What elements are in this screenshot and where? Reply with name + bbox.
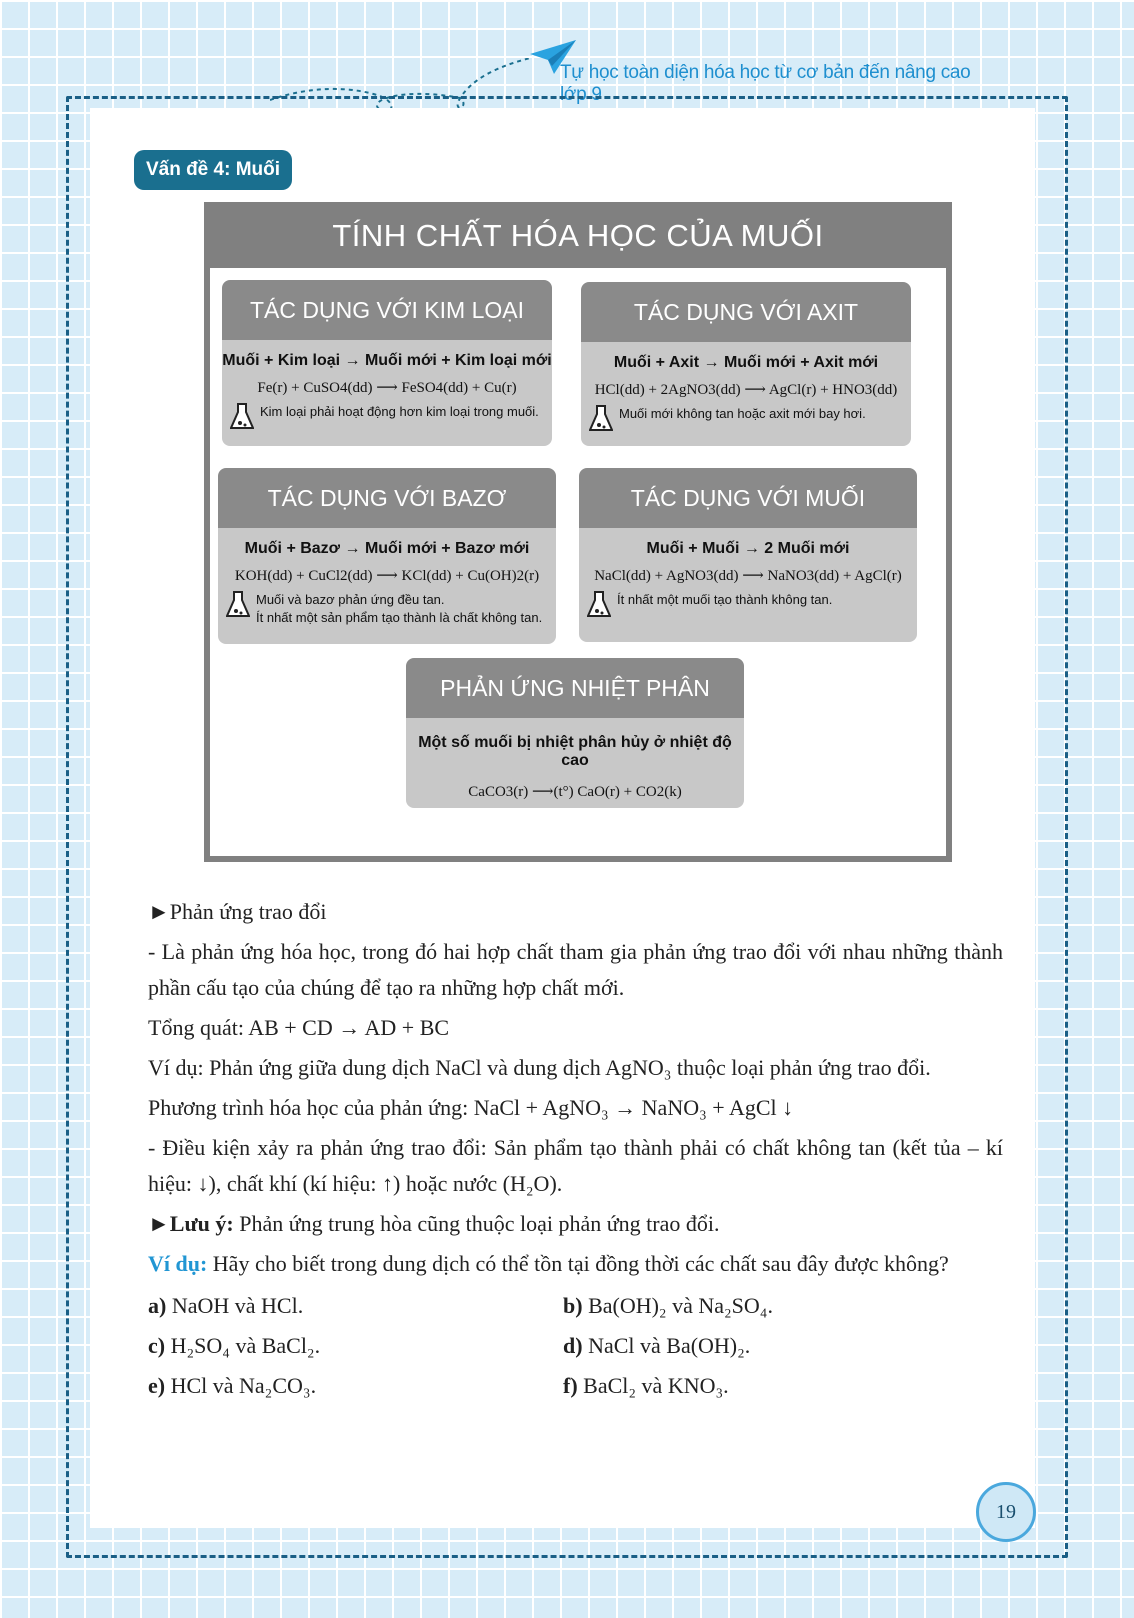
infographic-title: TÍNH CHẤT HÓA HỌC CỦA MUỐI — [332, 218, 824, 253]
box-heading: TÁC DỤNG VỚI AXIT — [581, 282, 911, 342]
box-note — [230, 403, 552, 431]
option-d: d) NaCl và Ba(OH)₂. — [563, 1333, 751, 1358]
box-metal — [222, 280, 552, 446]
box-equation: Fe(r) + CuSO4(dd) ⟶ FeSO4(dd) + Cu(r) — [257, 380, 517, 396]
option-a: a) NaOH và HCl. — [148, 1293, 304, 1318]
note-text: Phản ứng trung hòa cũng thuộc loại phản ứng trao đổi. — [233, 1211, 720, 1236]
box-heading: TÁC DỤNG VỚI BAZƠ — [218, 468, 556, 528]
box-thermal — [406, 658, 744, 808]
box-rule: Muối + Bazơ → Muối mới + Bazơ mới — [244, 540, 530, 557]
box-note — [226, 591, 556, 627]
note-paragraph — [148, 1206, 1003, 1242]
paragraph: - Điều kiện xảy ra phản ứng trao đổi: Sản phẩm tạo thành phải có chất không tan (kết tủa – kí hiệu: ↓), chất khí (kí hiệu: ↑) hoặc nước (H₂O). — [148, 1135, 1003, 1196]
note-line: Ít nhất một muối tạo thành không tan. — [617, 592, 833, 607]
flask-icon — [226, 591, 250, 619]
example-label: Ví dụ: — [148, 1251, 208, 1276]
box-rule: Muối + Muối → 2 Muối mới — [646, 540, 850, 557]
option-row — [148, 1328, 1003, 1364]
box-salt — [579, 468, 917, 642]
option-f: f) BaCl₂ và KNO₃. — [563, 1373, 729, 1398]
main-text — [148, 894, 1003, 1404]
flask-icon — [587, 591, 611, 619]
flask-icon — [230, 403, 254, 431]
box-rule: Muối + Kim loại → Muối mới + Kim loại mới — [222, 352, 552, 369]
page-number: 19 — [976, 1482, 1036, 1542]
box-note — [587, 591, 917, 619]
option-b: b) Ba(OH)₂ và Na₂SO₄. — [563, 1293, 773, 1318]
paragraph: Ví dụ: Phản ứng giữa dung dịch NaCl và dung dịch AgNO₃ thuộc loại phản ứng trao đổi. — [148, 1055, 931, 1080]
box-heading: TÁC DỤNG VỚI KIM LOẠI — [222, 280, 552, 340]
box-rule: Một số muối bị nhiệt phân hủy ở nhiệt độ cao — [418, 734, 732, 769]
example-paragraph — [148, 1246, 1003, 1282]
option-row — [148, 1368, 1003, 1404]
box-equation: HCl(dd) + 2AgNO3(dd) ⟶ AgCl(r) + HNO3(dd) — [594, 382, 898, 398]
box-base — [218, 468, 556, 644]
book-title: Tự học toàn diện hóa học từ cơ bản đến nâng cao lớp 9 — [560, 62, 971, 105]
box-rule: Muối + Axit → Muối mới + Axit mới — [613, 354, 879, 371]
paragraph: - Là phản ứng hóa học, trong đó hai hợp chất tham gia phản ứng trao đổi với nhau những thành phần cấu tạo của chúng để tạo ra những hợp chất mới. — [148, 939, 1003, 1000]
box-note — [589, 405, 911, 433]
box-equation: KOH(dd) + CuCl2(dd) ⟶ KCl(dd) + Cu(OH)2(r) — [234, 568, 540, 584]
option-e: e) HCl và Na₂CO₃. — [148, 1373, 317, 1398]
infographic — [204, 202, 952, 862]
paragraph: ►Phản ứng trao đổi — [148, 899, 327, 924]
note-label: ►Lưu ý: — [148, 1211, 234, 1236]
note-line: Muối và bazơ phản ứng đều tan. — [256, 592, 445, 607]
flask-icon — [589, 405, 613, 433]
option-row — [148, 1288, 1003, 1324]
note-line: Ít nhất một sản phẩm tạo thành là chất không tan. — [256, 610, 543, 625]
box-acid — [581, 282, 911, 446]
section-tag: Vấn đề 4: Muối — [134, 150, 292, 190]
box-heading: TÁC DỤNG VỚI MUỐI — [579, 468, 917, 528]
box-equation: CaCO3(r) ⟶(t°) CaO(r) + CO2(k) — [468, 784, 682, 800]
paragraph: Phương trình hóa học của phản ứng: NaCl + AgNO₃ → NaNO₃ + AgCl ↓ — [148, 1095, 794, 1120]
box-heading: PHẢN ỨNG NHIỆT PHÂN — [406, 658, 744, 718]
box-equation: NaCl(dd) + AgNO3(dd) ⟶ NaNO3(dd) + AgCl(r) — [594, 568, 902, 584]
note-line: Kim loại phải hoạt động hơn kim loại trong muối. — [260, 404, 539, 419]
example-text: Hãy cho biết trong dung dịch có thể tồn tại đồng thời các chất sau đây được không? — [207, 1251, 949, 1276]
paragraph: Tổng quát: AB + CD → AD + BC — [148, 1015, 450, 1040]
infographic-body — [210, 268, 946, 856]
note-line: Muối mới không tan hoặc axit mới bay hơi. — [619, 406, 866, 421]
option-c: c) H₂SO₄ và BaCl₂. — [148, 1333, 321, 1358]
